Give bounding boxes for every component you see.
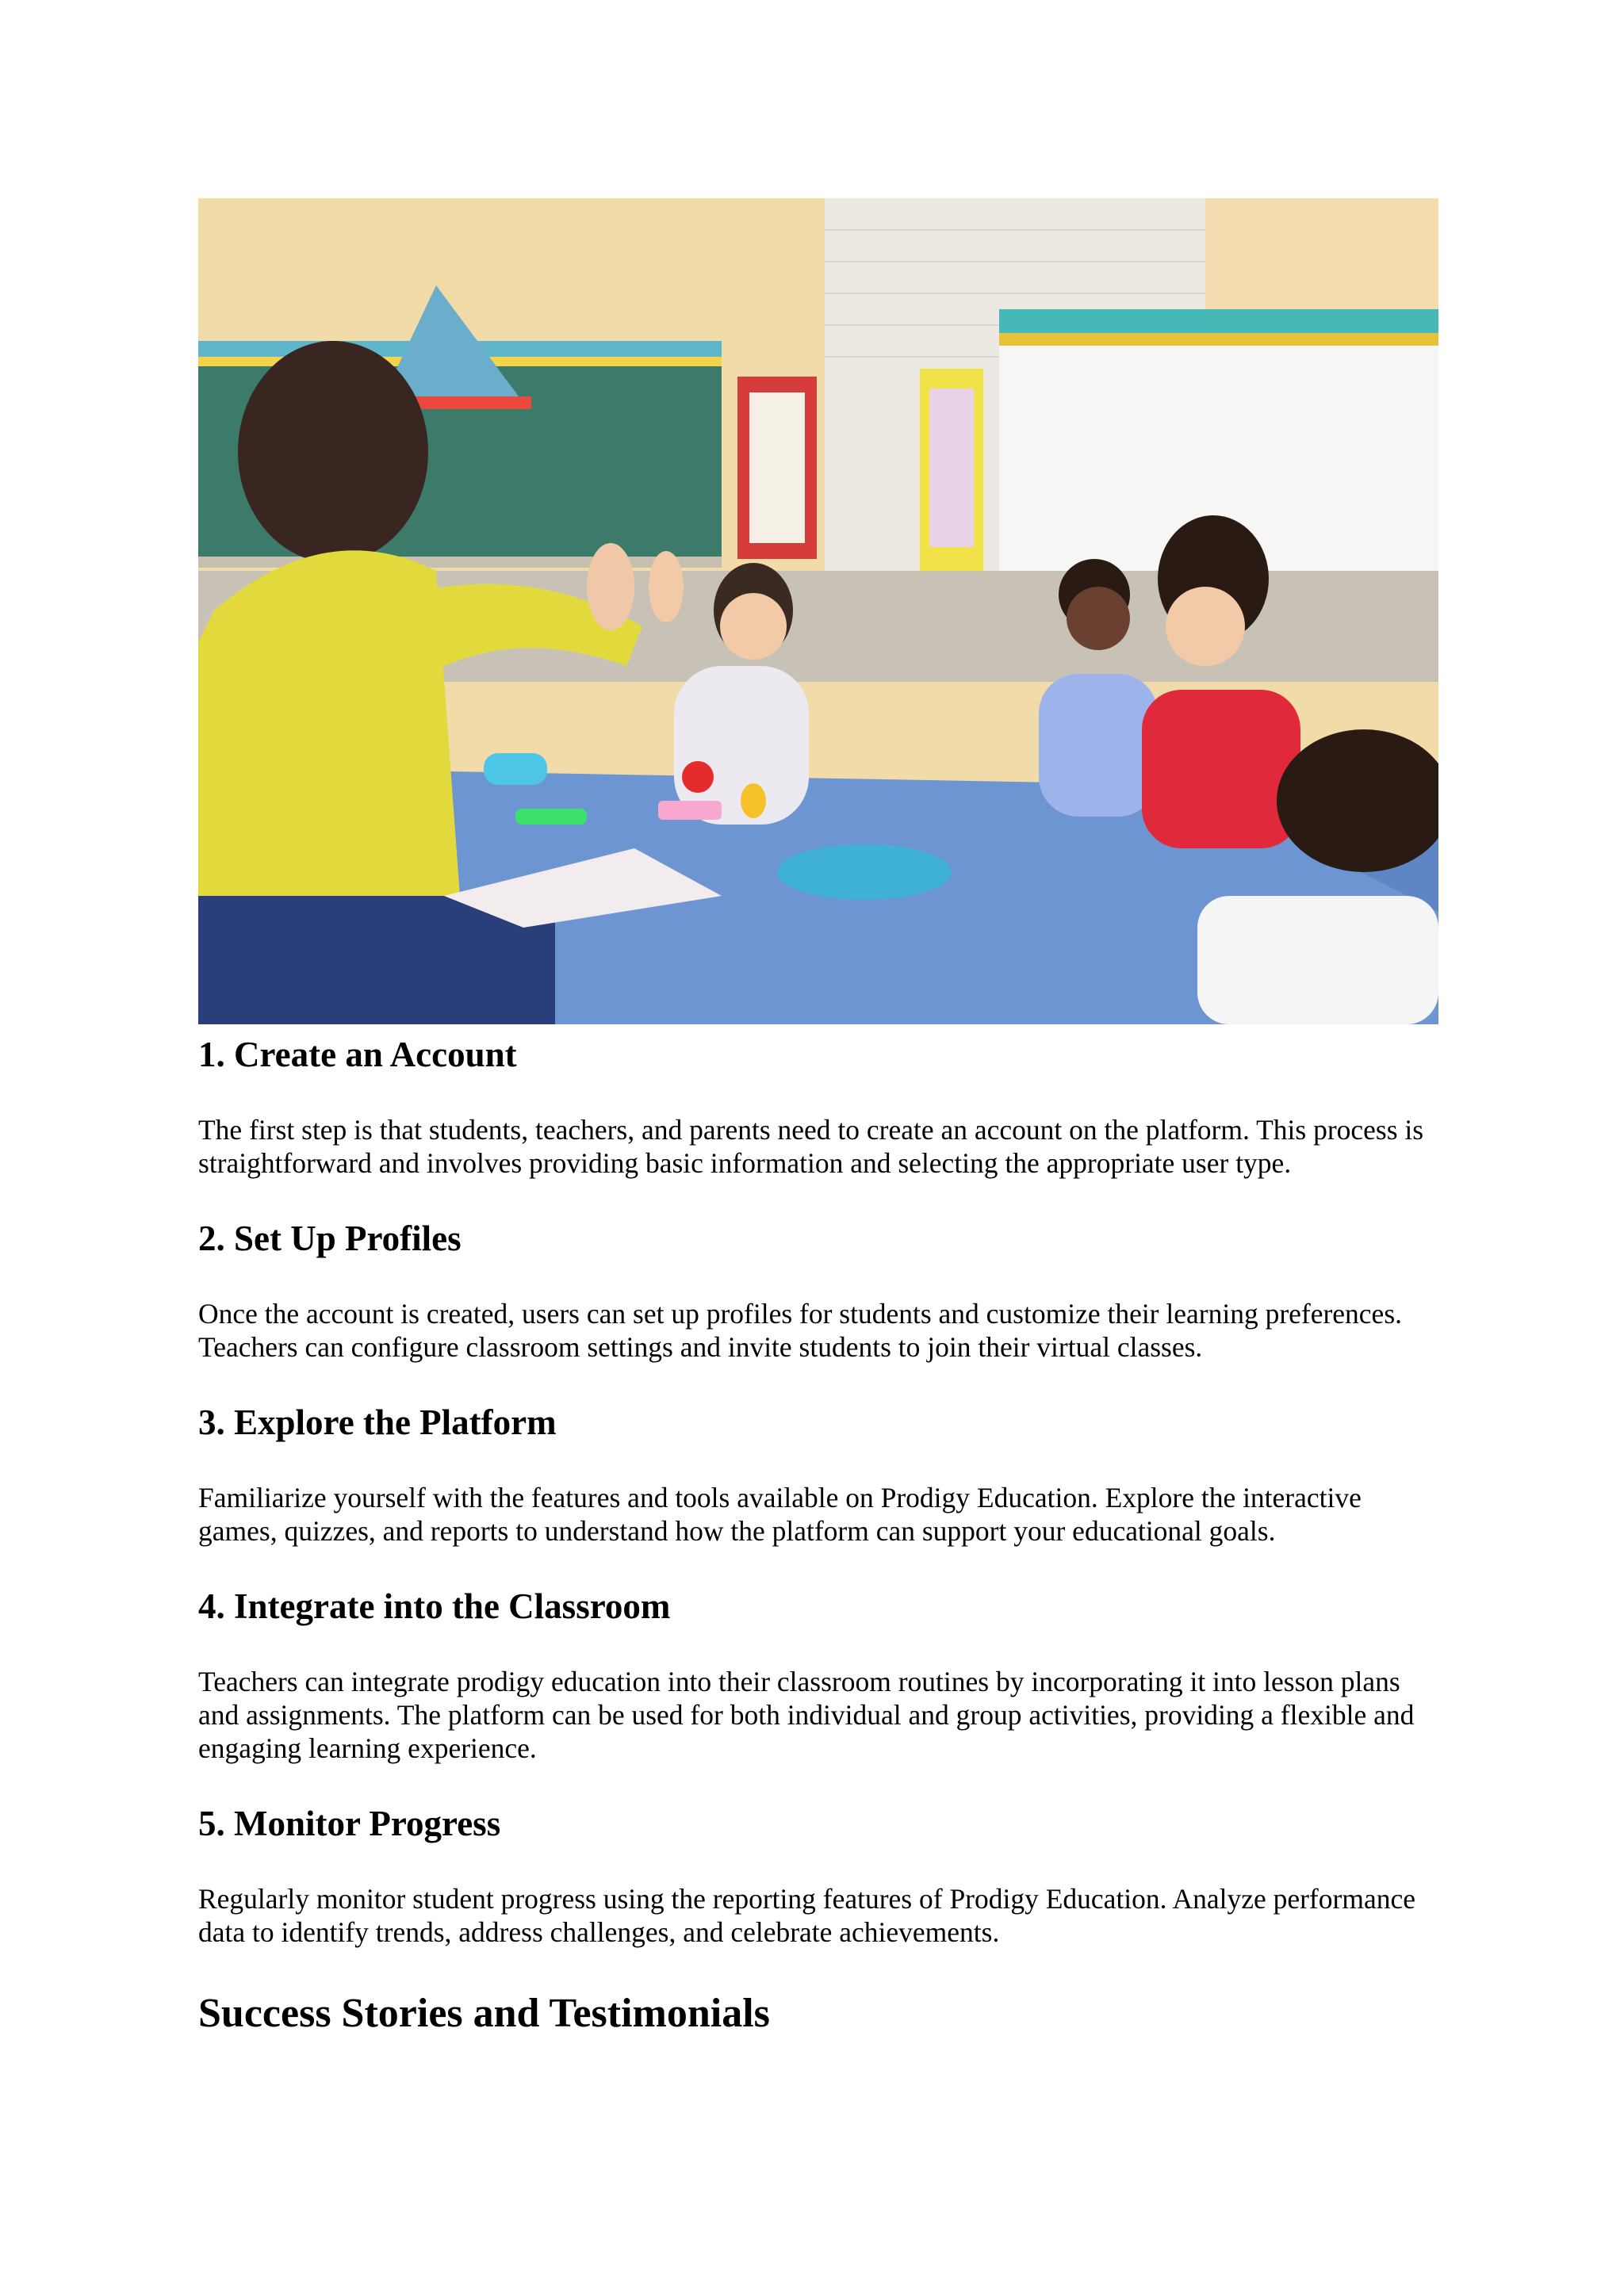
step-heading-explore-platform: 3. Explore the Platform (198, 1402, 557, 1442)
step-body-integrate-classroom: Teachers can integrate prodigy education into their classroom routines by incorporating it into lesson plans and assignments. The platform can be used for both individual and group activities, providing a flexible and engaging learning experience. (198, 1666, 1415, 1764)
step-body-explore-platform: Familiarize yourself with the features and tools available on Prodigy Education. Explore the interactive games, quizzes, and reports to understand how the platform can support your educational goals. (198, 1482, 1362, 1547)
step-body-set-up-profiles: Once the account is created, users can set up profiles for students and customize their learning preferences. Teachers can configure classroom settings and invite students to join their virtual classes. (198, 1298, 1403, 1363)
classroom-photo (198, 198, 1438, 1024)
section-title-success-stories: Success Stories and Testimonials (198, 1991, 770, 2036)
step-heading-integrate-classroom: 4. Integrate into the Classroom (198, 1586, 671, 1626)
step-body-monitor-progress: Regularly monitor student progress using the reporting features of Prodigy Education. Analyze performance data to identify trends, address challenges, and celebrate achievements. (198, 1883, 1415, 1948)
step-heading-monitor-progress: 5. Monitor Progress (198, 1804, 501, 1843)
step-body-create-account: The first step is that students, teachers, and parents need to create an account on the platform. This process is straightforward and involves providing basic information and selecting the appropriate user type. (198, 1114, 1424, 1179)
step-heading-create-account: 1. Create an Account (198, 1035, 517, 1074)
step-heading-set-up-profiles: 2. Set Up Profiles (198, 1219, 462, 1258)
document-page (198, 198, 1438, 2038)
